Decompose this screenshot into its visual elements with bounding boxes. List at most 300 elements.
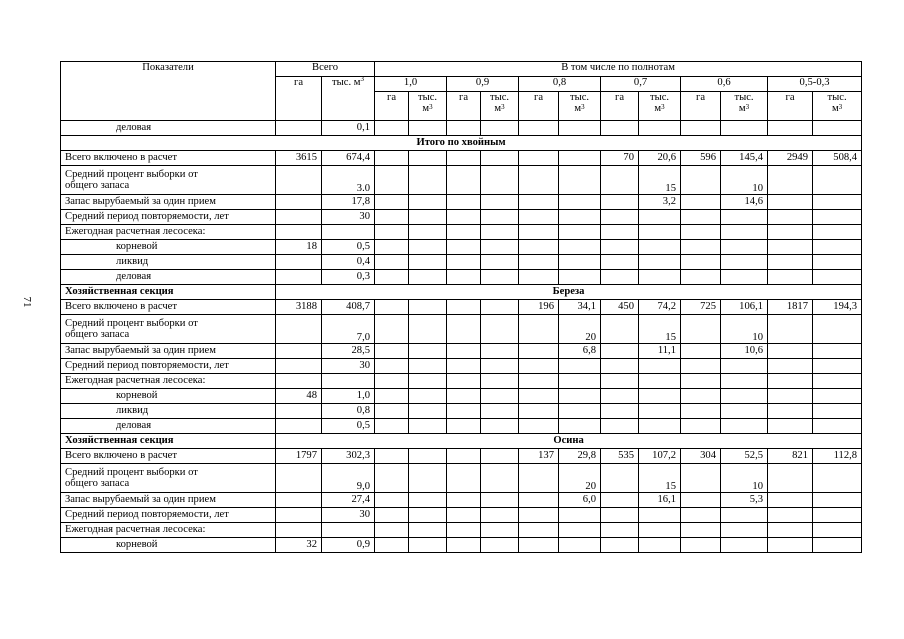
conifer-title-row-label: Итого по хвойным <box>61 136 862 151</box>
conifer-avg-percent-row-cell: 10 <box>721 166 768 195</box>
aspen-annual-row-cell <box>813 523 862 538</box>
aspen-period-row-cell: 30 <box>322 508 375 523</box>
birch-liquid-row <box>61 404 862 419</box>
aspen-annual-row-cell <box>481 523 519 538</box>
conifer-avg-percent-row-cell <box>681 166 721 195</box>
birch-commercial-row-cell <box>768 419 813 434</box>
birch-annual-row-label: Ежегодная расчетная лесосека: <box>61 374 276 389</box>
birch-annual-row-cell <box>639 374 681 389</box>
birch-annual-row-cell <box>721 374 768 389</box>
birch-avg-percent-row-cell: 20 <box>559 315 601 344</box>
birch-section-row-label: Хозяйственная секция <box>61 285 276 300</box>
forest-cut-table <box>60 61 862 553</box>
birch-liquid-row-cell <box>639 404 681 419</box>
top-commercial-row-cell <box>519 121 559 136</box>
birch-period-row-cell <box>375 359 409 374</box>
aspen-avg-percent-row-label: Средний процент выборки от общего запаса <box>61 464 276 493</box>
aspen-total-row <box>61 449 862 464</box>
conifer-commercial-row-label: деловая <box>61 270 276 285</box>
aspen-avg-percent-row-cell <box>601 464 639 493</box>
aspen-period-row <box>61 508 862 523</box>
birch-liquid-row-cell <box>721 404 768 419</box>
aspen-total-row-cell: 52,5 <box>721 449 768 464</box>
conifer-total-row-cell: 145,4 <box>721 151 768 166</box>
birch-total-row-cell: 3188 <box>276 300 322 315</box>
aspen-avg-percent-row-cell: 10 <box>721 464 768 493</box>
birch-period-row-cell <box>519 359 559 374</box>
birch-commercial-row-cell <box>519 419 559 434</box>
aspen-period-row-cell <box>559 508 601 523</box>
aspen-annual-row-cell <box>322 523 375 538</box>
aspen-section-row-label: Хозяйственная секция <box>61 434 276 449</box>
conifer-annual-row-cell <box>519 225 559 240</box>
conifer-liquid-row-cell: 0,4 <box>322 255 375 270</box>
birch-commercial-row-cell <box>409 419 447 434</box>
conifer-total-row-label: Всего включено в расчет <box>61 151 276 166</box>
aspen-total-row-cell: 112,8 <box>813 449 862 464</box>
birch-period-row-cell <box>768 359 813 374</box>
aspen-avg-percent-row-cell: 9,0 <box>322 464 375 493</box>
conifer-annual-row-cell <box>322 225 375 240</box>
birch-root-row-cell <box>519 389 559 404</box>
birch-total-row-cell <box>481 300 519 315</box>
birch-total-row-cell: 408,7 <box>322 300 375 315</box>
conifer-stock-row-cell <box>601 195 639 210</box>
conifer-period-row-cell <box>721 210 768 225</box>
header-density-1: 1,0 <box>375 77 447 92</box>
aspen-root-row-cell <box>639 538 681 553</box>
aspen-avg-percent-row-cell <box>447 464 481 493</box>
birch-root-row-cell <box>768 389 813 404</box>
header-unit-m3: тыс. $м^3$ <box>721 92 768 121</box>
birch-avg-percent-row-cell <box>375 315 409 344</box>
conifer-liquid-row-cell <box>519 255 559 270</box>
birch-root-row-cell <box>639 389 681 404</box>
birch-commercial-row-cell: 0,5 <box>322 419 375 434</box>
conifer-avg-percent-row <box>61 166 862 195</box>
conifer-period-row-cell <box>681 210 721 225</box>
aspen-annual-row-cell <box>375 523 409 538</box>
conifer-total-row-cell: 674,4 <box>322 151 375 166</box>
aspen-stock-row-cell: 5,3 <box>721 493 768 508</box>
birch-stock-row-cell <box>519 344 559 359</box>
aspen-total-row-cell: 1797 <box>276 449 322 464</box>
conifer-commercial-row-cell <box>639 270 681 285</box>
aspen-annual-row-cell <box>447 523 481 538</box>
aspen-root-row-cell <box>601 538 639 553</box>
conifer-commercial-row-cell <box>768 270 813 285</box>
conifer-avg-percent-row-cell: 15 <box>639 166 681 195</box>
conifer-stock-row-cell <box>375 195 409 210</box>
birch-avg-percent-row-label: Средний процент выборки от общего запаса <box>61 315 276 344</box>
conifer-period-row-label: Средний период повторяемости, лет <box>61 210 276 225</box>
conifer-commercial-row-cell <box>409 270 447 285</box>
top-commercial-row-cell <box>601 121 639 136</box>
conifer-total-row-cell <box>519 151 559 166</box>
birch-commercial-row-cell <box>813 419 862 434</box>
birch-total-row-cell: 1817 <box>768 300 813 315</box>
aspen-annual-row-cell <box>276 523 322 538</box>
birch-stock-row-cell <box>481 344 519 359</box>
conifer-root-row-cell <box>768 240 813 255</box>
conifer-total-row-cell <box>375 151 409 166</box>
conifer-liquid-row-cell <box>721 255 768 270</box>
birch-root-row-cell <box>681 389 721 404</box>
aspen-stock-row-cell <box>375 493 409 508</box>
aspen-root-row <box>61 538 862 553</box>
header-total: Всего <box>276 62 375 77</box>
birch-annual-row-cell <box>768 374 813 389</box>
conifer-stock-row-cell <box>447 195 481 210</box>
conifer-root-row-cell <box>601 240 639 255</box>
birch-total-row <box>61 300 862 315</box>
birch-commercial-row-cell <box>681 419 721 434</box>
aspen-root-row-cell <box>481 538 519 553</box>
aspen-total-row-cell <box>409 449 447 464</box>
aspen-stock-row <box>61 493 862 508</box>
birch-period-row-cell <box>721 359 768 374</box>
birch-avg-percent-row-cell <box>601 315 639 344</box>
conifer-total-row-cell: 20,6 <box>639 151 681 166</box>
conifer-root-row <box>61 240 862 255</box>
aspen-period-row-cell <box>721 508 768 523</box>
birch-root-row-cell <box>409 389 447 404</box>
aspen-annual-row-cell <box>559 523 601 538</box>
header-unit-m3: тыс. $м^3$ <box>409 92 447 121</box>
conifer-period-row-cell <box>601 210 639 225</box>
conifer-period-row <box>61 210 862 225</box>
birch-total-row-cell: 450 <box>601 300 639 315</box>
birch-annual-row-cell <box>519 374 559 389</box>
birch-annual-row-cell <box>409 374 447 389</box>
aspen-root-row-label: корневой <box>61 538 276 553</box>
aspen-stock-row-cell <box>276 493 322 508</box>
birch-period-row-cell <box>409 359 447 374</box>
aspen-avg-percent-row-cell <box>375 464 409 493</box>
aspen-annual-row <box>61 523 862 538</box>
birch-period-row <box>61 359 862 374</box>
aspen-root-row-cell <box>813 538 862 553</box>
birch-avg-percent-row-cell: 10 <box>721 315 768 344</box>
header-unit-ha: га <box>601 92 639 121</box>
birch-period-row-cell <box>601 359 639 374</box>
top-commercial-row-cell <box>481 121 519 136</box>
aspen-root-row-cell: 32 <box>276 538 322 553</box>
conifer-period-row-cell <box>481 210 519 225</box>
birch-root-row-cell <box>813 389 862 404</box>
header-unit-m3: тыс. $м^3$ <box>559 92 601 121</box>
conifer-annual-row-cell <box>447 225 481 240</box>
conifer-period-row-cell <box>813 210 862 225</box>
top-commercial-row-cell <box>721 121 768 136</box>
conifer-commercial-row-cell: 0,3 <box>322 270 375 285</box>
aspen-avg-percent-row-cell <box>481 464 519 493</box>
birch-period-row-cell <box>559 359 601 374</box>
conifer-annual-row-cell <box>768 225 813 240</box>
birch-period-row-cell: 30 <box>322 359 375 374</box>
birch-root-row-cell <box>601 389 639 404</box>
aspen-period-row-cell <box>481 508 519 523</box>
top-commercial-row-label: деловая <box>61 121 276 136</box>
birch-annual-row-cell <box>447 374 481 389</box>
aspen-avg-percent-row-cell <box>276 464 322 493</box>
birch-annual-row-cell <box>276 374 322 389</box>
birch-stock-row-cell <box>601 344 639 359</box>
birch-period-row-cell <box>481 359 519 374</box>
aspen-period-row-cell <box>601 508 639 523</box>
birch-avg-percent-row-cell <box>681 315 721 344</box>
conifer-total-row-cell: 2949 <box>768 151 813 166</box>
aspen-root-row-cell <box>721 538 768 553</box>
aspen-avg-percent-row-cell <box>813 464 862 493</box>
conifer-period-row-cell <box>768 210 813 225</box>
birch-stock-row-cell <box>276 344 322 359</box>
top-commercial-row-cell <box>639 121 681 136</box>
aspen-annual-row-cell <box>721 523 768 538</box>
conifer-total-row-cell <box>409 151 447 166</box>
aspen-total-row-cell <box>481 449 519 464</box>
conifer-root-row-cell <box>447 240 481 255</box>
header-total-m3: тыс. $м^3$ <box>322 77 375 121</box>
aspen-period-row-cell <box>447 508 481 523</box>
conifer-annual-row-cell <box>639 225 681 240</box>
birch-liquid-row-cell <box>481 404 519 419</box>
birch-stock-row-cell: 11,1 <box>639 344 681 359</box>
conifer-annual-row-cell <box>813 225 862 240</box>
header-row-1 <box>61 62 862 77</box>
birch-stock-row <box>61 344 862 359</box>
aspen-total-row-cell: 107,2 <box>639 449 681 464</box>
header-unit-ha: га <box>519 92 559 121</box>
birch-commercial-row-cell <box>559 419 601 434</box>
birch-commercial-row-cell <box>601 419 639 434</box>
aspen-stock-row-cell <box>681 493 721 508</box>
birch-period-row-cell <box>447 359 481 374</box>
birch-commercial-row-cell <box>721 419 768 434</box>
aspen-annual-row-cell <box>519 523 559 538</box>
conifer-period-row-cell <box>447 210 481 225</box>
birch-period-row-label: Средний период повторяемости, лет <box>61 359 276 374</box>
aspen-root-row-cell <box>768 538 813 553</box>
conifer-liquid-row-cell <box>813 255 862 270</box>
conifer-stock-row-cell <box>481 195 519 210</box>
birch-root-row-cell <box>375 389 409 404</box>
conifer-stock-row <box>61 195 862 210</box>
header-unit-ha: га <box>681 92 721 121</box>
birch-avg-percent-row-cell <box>519 315 559 344</box>
birch-liquid-row-label: ликвид <box>61 404 276 419</box>
birch-section-row-species: Береза <box>276 285 862 300</box>
header-density-5: 0,6 <box>681 77 768 92</box>
birch-total-row-cell <box>375 300 409 315</box>
birch-total-row-cell: 74,2 <box>639 300 681 315</box>
conifer-avg-percent-row-cell <box>813 166 862 195</box>
header-unit-m3: тыс. $м^3$ <box>481 92 519 121</box>
conifer-total-row <box>61 151 862 166</box>
birch-annual-row-cell <box>322 374 375 389</box>
birch-stock-row-cell <box>681 344 721 359</box>
top-commercial-row-cell <box>681 121 721 136</box>
conifer-total-row-cell: 508,4 <box>813 151 862 166</box>
aspen-stock-row-cell: 27,4 <box>322 493 375 508</box>
birch-avg-percent-row-cell <box>813 315 862 344</box>
birch-annual-row-cell <box>375 374 409 389</box>
conifer-avg-percent-row-cell <box>447 166 481 195</box>
conifer-period-row-cell <box>409 210 447 225</box>
birch-avg-percent-row-cell <box>447 315 481 344</box>
conifer-commercial-row-cell <box>559 270 601 285</box>
aspen-period-row-cell <box>768 508 813 523</box>
conifer-root-row-cell <box>481 240 519 255</box>
aspen-total-row-cell: 821 <box>768 449 813 464</box>
aspen-total-row-cell: 137 <box>519 449 559 464</box>
conifer-liquid-row-cell <box>559 255 601 270</box>
header-unit-m3: тыс. $м^3$ <box>813 92 862 121</box>
aspen-avg-percent-row-cell <box>768 464 813 493</box>
aspen-section-row-species: Осина <box>276 434 862 449</box>
aspen-avg-percent-row-cell: 15 <box>639 464 681 493</box>
aspen-stock-row-cell <box>519 493 559 508</box>
birch-liquid-row-cell <box>559 404 601 419</box>
conifer-total-row-cell: 3615 <box>276 151 322 166</box>
birch-period-row-cell <box>276 359 322 374</box>
birch-stock-row-cell <box>409 344 447 359</box>
birch-commercial-row-cell <box>276 419 322 434</box>
aspen-annual-row-cell <box>768 523 813 538</box>
birch-annual-row-cell <box>681 374 721 389</box>
conifer-period-row-cell: 30 <box>322 210 375 225</box>
top-commercial-row-cell <box>409 121 447 136</box>
birch-root-row-label: корневой <box>61 389 276 404</box>
conifer-stock-row-cell: 3,2 <box>639 195 681 210</box>
top-commercial-row-cell <box>559 121 601 136</box>
aspen-period-row-cell <box>519 508 559 523</box>
birch-liquid-row-cell <box>519 404 559 419</box>
top-commercial-row <box>61 121 862 136</box>
birch-stock-row-cell <box>813 344 862 359</box>
conifer-commercial-row-cell <box>276 270 322 285</box>
conifer-stock-row-cell <box>813 195 862 210</box>
aspen-stock-row-cell <box>601 493 639 508</box>
conifer-stock-row-cell <box>409 195 447 210</box>
conifer-liquid-row-cell <box>409 255 447 270</box>
aspen-annual-row-cell <box>409 523 447 538</box>
birch-root-row-cell: 48 <box>276 389 322 404</box>
top-commercial-row-cell <box>447 121 481 136</box>
conifer-avg-percent-row-cell <box>559 166 601 195</box>
conifer-total-row-cell <box>559 151 601 166</box>
aspen-total-row-cell: 535 <box>601 449 639 464</box>
conifer-annual-row-label: Ежегодная расчетная лесосека: <box>61 225 276 240</box>
header-density-6: 0,5-0,3 <box>768 77 862 92</box>
birch-liquid-row-cell <box>813 404 862 419</box>
birch-total-row-cell <box>409 300 447 315</box>
birch-annual-row <box>61 374 862 389</box>
conifer-avg-percent-row-cell: 3.0 <box>322 166 375 195</box>
aspen-period-row-cell <box>276 508 322 523</box>
aspen-annual-row-cell <box>639 523 681 538</box>
conifer-period-row-cell <box>276 210 322 225</box>
conifer-annual-row-cell <box>721 225 768 240</box>
conifer-annual-row-cell <box>559 225 601 240</box>
aspen-stock-row-cell <box>447 493 481 508</box>
header-density-4: 0,7 <box>601 77 681 92</box>
header-density-2: 0,9 <box>447 77 519 92</box>
birch-liquid-row-cell <box>276 404 322 419</box>
conifer-avg-percent-row-cell <box>276 166 322 195</box>
aspen-root-row-cell: 0,9 <box>322 538 375 553</box>
conifer-stock-row-label: Запас вырубаемый за один прием <box>61 195 276 210</box>
conifer-stock-row-cell <box>276 195 322 210</box>
conifer-period-row-cell <box>559 210 601 225</box>
birch-avg-percent-row-cell: 15 <box>639 315 681 344</box>
aspen-root-row-cell <box>375 538 409 553</box>
conifer-commercial-row-cell <box>681 270 721 285</box>
conifer-stock-row-cell <box>768 195 813 210</box>
birch-root-row-cell <box>481 389 519 404</box>
birch-root-row-cell <box>721 389 768 404</box>
conifer-commercial-row-cell <box>601 270 639 285</box>
aspen-stock-row-cell <box>481 493 519 508</box>
aspen-root-row-cell <box>559 538 601 553</box>
conifer-root-row-cell: 18 <box>276 240 322 255</box>
birch-stock-row-label: Запас вырубаемый за один прием <box>61 344 276 359</box>
top-commercial-row-cell <box>375 121 409 136</box>
birch-avg-percent-row-cell <box>409 315 447 344</box>
conifer-liquid-row-cell <box>639 255 681 270</box>
aspen-period-row-cell <box>813 508 862 523</box>
top-commercial-row-cell <box>276 121 322 136</box>
conifer-commercial-row-cell <box>721 270 768 285</box>
birch-total-row-cell: 106,1 <box>721 300 768 315</box>
conifer-liquid-row-cell <box>375 255 409 270</box>
aspen-period-row-cell <box>409 508 447 523</box>
aspen-annual-row-cell <box>681 523 721 538</box>
birch-total-row-cell: 196 <box>519 300 559 315</box>
birch-period-row-cell <box>681 359 721 374</box>
birch-total-row-cell: 725 <box>681 300 721 315</box>
conifer-total-row-cell <box>481 151 519 166</box>
conifer-root-row-cell <box>681 240 721 255</box>
birch-stock-row-cell <box>768 344 813 359</box>
aspen-period-row-cell <box>375 508 409 523</box>
birch-total-row-label: Всего включено в расчет <box>61 300 276 315</box>
birch-total-row-cell <box>447 300 481 315</box>
conifer-avg-percent-row-cell <box>375 166 409 195</box>
conifer-title-row <box>61 136 862 151</box>
birch-commercial-row <box>61 419 862 434</box>
birch-annual-row-cell <box>601 374 639 389</box>
header-unit-m3: тыс. $м^3$ <box>639 92 681 121</box>
aspen-stock-row-cell: 16,1 <box>639 493 681 508</box>
birch-avg-percent-row-cell: 7,0 <box>322 315 375 344</box>
birch-period-row-cell <box>813 359 862 374</box>
conifer-period-row-cell <box>375 210 409 225</box>
conifer-annual-row-cell <box>601 225 639 240</box>
header-unit-ha: га <box>447 92 481 121</box>
conifer-commercial-row-cell <box>813 270 862 285</box>
conifer-total-row-cell: 596 <box>681 151 721 166</box>
birch-commercial-row-cell <box>447 419 481 434</box>
conifer-liquid-row-cell <box>601 255 639 270</box>
aspen-stock-row-cell: 6,0 <box>559 493 601 508</box>
aspen-total-row-label: Всего включено в расчет <box>61 449 276 464</box>
conifer-root-row-cell <box>721 240 768 255</box>
conifer-annual-row-cell <box>681 225 721 240</box>
birch-total-row-cell: 194,3 <box>813 300 862 315</box>
aspen-total-row-cell: 29,8 <box>559 449 601 464</box>
aspen-total-row-cell <box>447 449 481 464</box>
